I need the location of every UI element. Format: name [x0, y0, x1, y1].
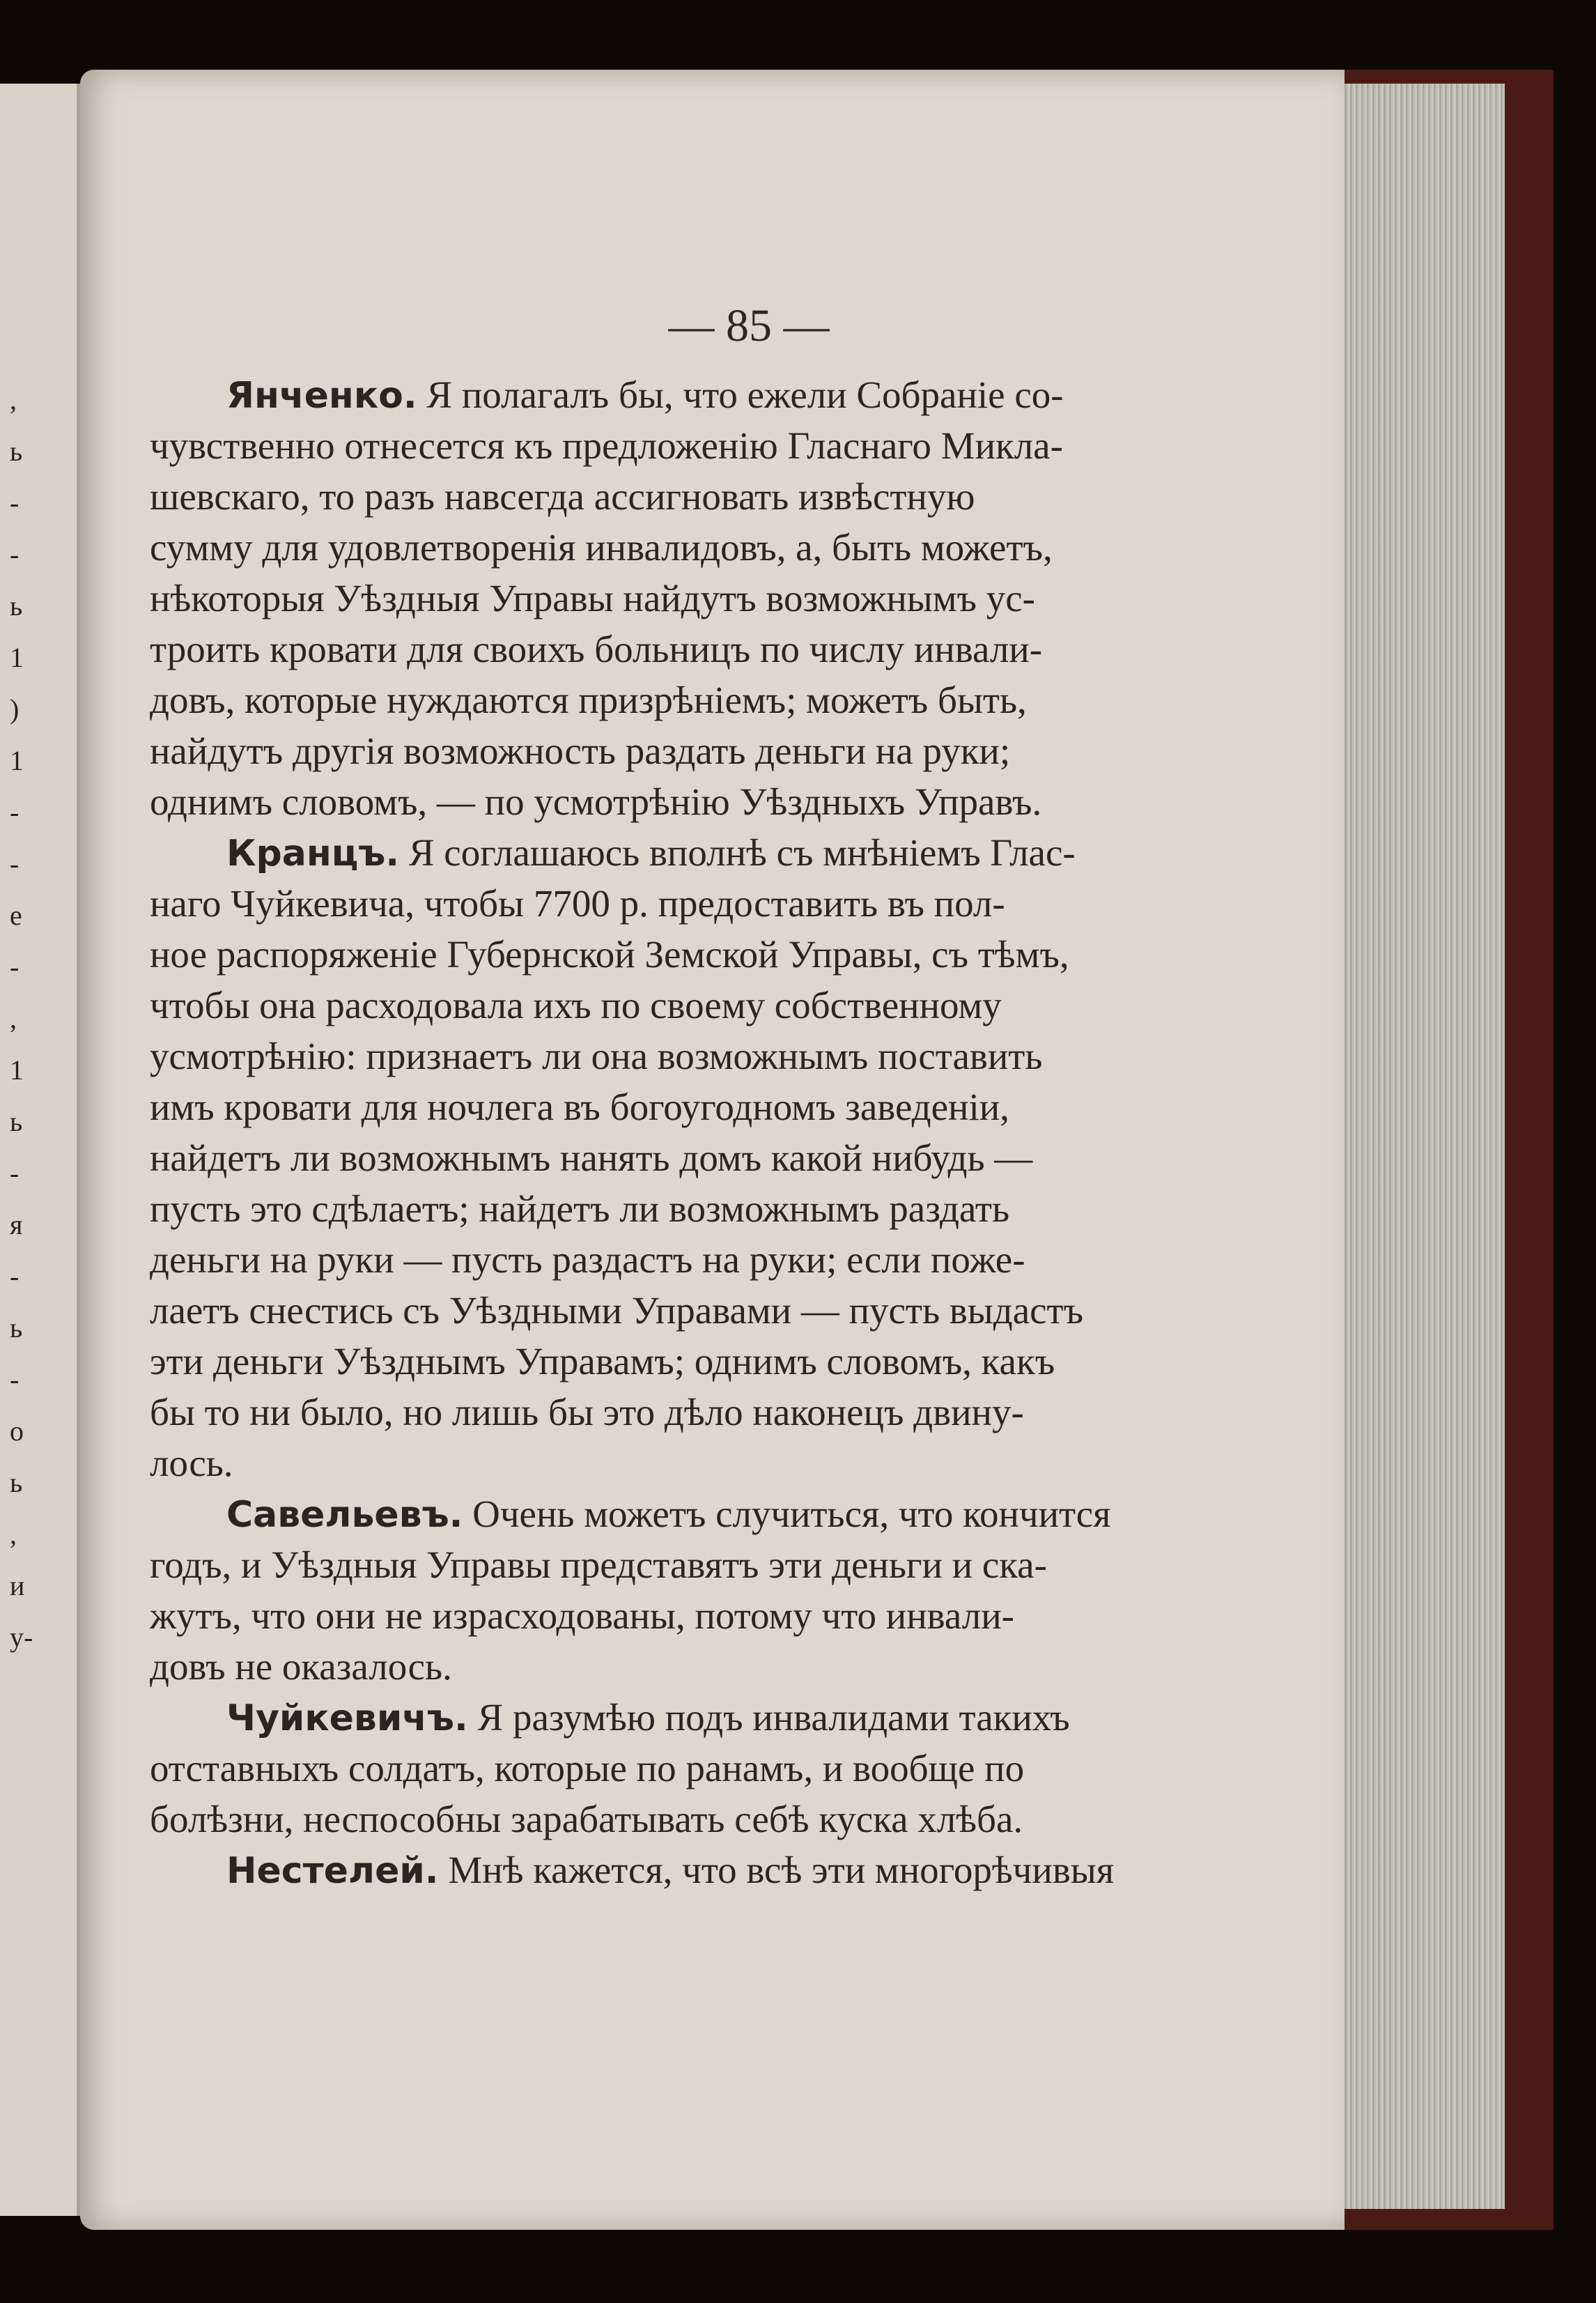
- text-line: [150, 725, 1216, 776]
- line-text: сумму для удовлетворенія инвалидовъ, а, быть можетъ,: [150, 526, 1053, 569]
- line-text: болѣзни, неспособны зарабатывать себѣ куска хлѣба.: [150, 1798, 1023, 1840]
- text-line: [150, 1641, 1216, 1692]
- line-text: бы то ни было, но лишь бы это дѣло наконецъ двину-: [150, 1391, 1024, 1433]
- prev-page-char: о: [10, 1415, 24, 1447]
- text-line: [150, 980, 1216, 1031]
- text-line: [150, 1285, 1216, 1336]
- line-text: Я соглашаюсь вполнѣ съ мнѣніемъ Глас-: [408, 831, 1076, 874]
- speech-paragraph: [150, 1488, 1216, 1692]
- text-line: [150, 1132, 1216, 1183]
- prev-page-char: и: [10, 1570, 25, 1601]
- text-line: [150, 1387, 1216, 1438]
- prev-page-char: ): [10, 693, 20, 725]
- page-text: [150, 369, 1216, 1895]
- prev-page-char: 1: [10, 642, 24, 673]
- prev-page-char: -: [10, 848, 20, 879]
- prev-page-char: -: [10, 951, 20, 983]
- text-line: [150, 1844, 1216, 1895]
- text-line: [150, 1234, 1216, 1285]
- line-text: годъ, и Уѣздныя Управы представятъ эти деньги и ска-: [150, 1543, 1047, 1586]
- speaker-name: Чуйкевичъ.: [226, 1697, 468, 1739]
- text-line: [150, 1539, 1216, 1590]
- line-text: шевскаго, то разъ навсегда ассигновать извѣстную: [150, 475, 975, 518]
- text-line: [150, 1590, 1216, 1641]
- text-line: [150, 827, 1216, 878]
- line-text: троить кровати для своихъ больницъ по числу инвали-: [150, 628, 1043, 670]
- prev-page-char: -: [10, 1157, 20, 1189]
- line-text: ное распоряженіе Губернской Земской Управы, съ тѣмъ,: [150, 933, 1069, 976]
- line-text: чтобы она расходовала ихъ по своему собственному: [150, 984, 1002, 1026]
- line-text: Я разумѣю подъ инвалидами такихъ: [477, 1696, 1070, 1739]
- line-text: эти деньги Уѣзднымъ Управамъ; однимъ словомъ, какъ: [150, 1340, 1055, 1382]
- prev-page-char: я: [10, 1209, 23, 1240]
- speech-paragraph: [150, 827, 1216, 1488]
- page-number: — 85 —: [668, 300, 830, 351]
- speaker-name: Кранцъ.: [226, 833, 400, 875]
- prev-page-char: ь: [10, 590, 23, 622]
- line-text: лаетъ снестись съ Уѣздными Управами — пусть выдастъ: [150, 1289, 1084, 1332]
- prev-page-char: е: [10, 900, 22, 931]
- text-line: [150, 1794, 1216, 1844]
- line-text: Очень можетъ случиться, что кончится: [472, 1493, 1111, 1535]
- text-line: [150, 624, 1216, 675]
- line-text: Я полагалъ бы, что ежели Собраніе со-: [426, 373, 1064, 416]
- line-text: имъ кровати для ночлега въ богоугодномъ заведеніи,: [150, 1086, 1009, 1128]
- speech-paragraph: [150, 1692, 1216, 1844]
- line-text: наго Чуйкевича, чтобы 7700 р. предоставить въ пол-: [150, 882, 1005, 925]
- prev-page-char: ,: [10, 384, 17, 415]
- line-text: пусть это сдѣлаетъ; найдетъ ли возможнымъ раздать: [150, 1187, 1010, 1230]
- prev-page-char: 1: [10, 1054, 24, 1086]
- prev-page-char: -: [10, 796, 20, 828]
- text-line: [150, 776, 1216, 827]
- text-line: [150, 675, 1216, 725]
- line-text: однимъ словомъ, — по усмотрѣнію Уѣздныхъ Управъ.: [150, 780, 1042, 823]
- text-line: [150, 1081, 1216, 1132]
- text-line: [150, 929, 1216, 980]
- text-line: [150, 1743, 1216, 1794]
- prev-page-char: -: [10, 487, 20, 518]
- line-text: отставныхъ солдатъ, которые по ранамъ, и вообще по: [150, 1747, 1025, 1789]
- line-text: найдутъ другія возможность раздать деньги на руки;: [150, 730, 1011, 772]
- line-text: довъ не оказалось.: [150, 1645, 452, 1688]
- speaker-name: Савельевъ.: [226, 1494, 463, 1536]
- text-line: [150, 1031, 1216, 1081]
- line-text: Мнѣ кажется, что всѣ эти многорѣчивыя: [448, 1849, 1114, 1891]
- prev-page-char: ь: [10, 1467, 23, 1498]
- prev-page-char: -: [10, 1261, 20, 1292]
- page-edges: [1331, 84, 1505, 2209]
- prev-page-char: ь: [10, 436, 23, 467]
- speaker-name: Янченко.: [226, 375, 417, 417]
- line-text: лось.: [150, 1442, 233, 1484]
- line-text: усмотрѣнію: признаетъ ли она возможнымъ поставить: [150, 1035, 1043, 1077]
- text-line: [150, 1438, 1216, 1488]
- text-line: [150, 1183, 1216, 1234]
- line-text: довъ, которые нуждаются призрѣніемъ; можетъ быть,: [150, 679, 1027, 721]
- speaker-name: Нестелей.: [226, 1850, 439, 1892]
- previous-page-edge: [0, 84, 84, 2216]
- prev-page-char: -: [10, 539, 20, 570]
- text-line: [150, 878, 1216, 929]
- text-line: [150, 420, 1216, 471]
- speech-paragraph: [150, 369, 1216, 827]
- text-line: [150, 1336, 1216, 1387]
- line-text: чувственно отнесется къ предложенію Гласнаго Микла-: [150, 424, 1063, 467]
- prev-page-char: ь: [10, 1312, 23, 1343]
- prev-page-char: ,: [10, 1518, 17, 1550]
- prev-page-char: ,: [10, 1003, 17, 1034]
- line-text: найдетъ ли возможнымъ нанять домъ какой нибудь —: [150, 1137, 1033, 1179]
- line-text: деньги на руки — пусть раздастъ на руки; если поже-: [150, 1238, 1025, 1281]
- text-line: [150, 1692, 1216, 1743]
- prev-page-char: ь: [10, 1106, 23, 1137]
- text-line: [150, 369, 1216, 420]
- line-text: нѣкоторыя Уѣздныя Управы найдутъ возможнымъ ус-: [150, 577, 1035, 619]
- prev-page-char: у-: [10, 1622, 33, 1653]
- text-line: [150, 522, 1216, 573]
- line-text: жутъ, что они не израсходованы, потому что инвали-: [150, 1594, 1014, 1637]
- text-line: [150, 471, 1216, 522]
- text-line: [150, 1488, 1216, 1539]
- prev-page-char: 1: [10, 745, 24, 776]
- prev-page-char: -: [10, 1364, 20, 1395]
- speech-paragraph: [150, 1844, 1216, 1895]
- text-line: [150, 573, 1216, 624]
- book-page: [80, 70, 1345, 2230]
